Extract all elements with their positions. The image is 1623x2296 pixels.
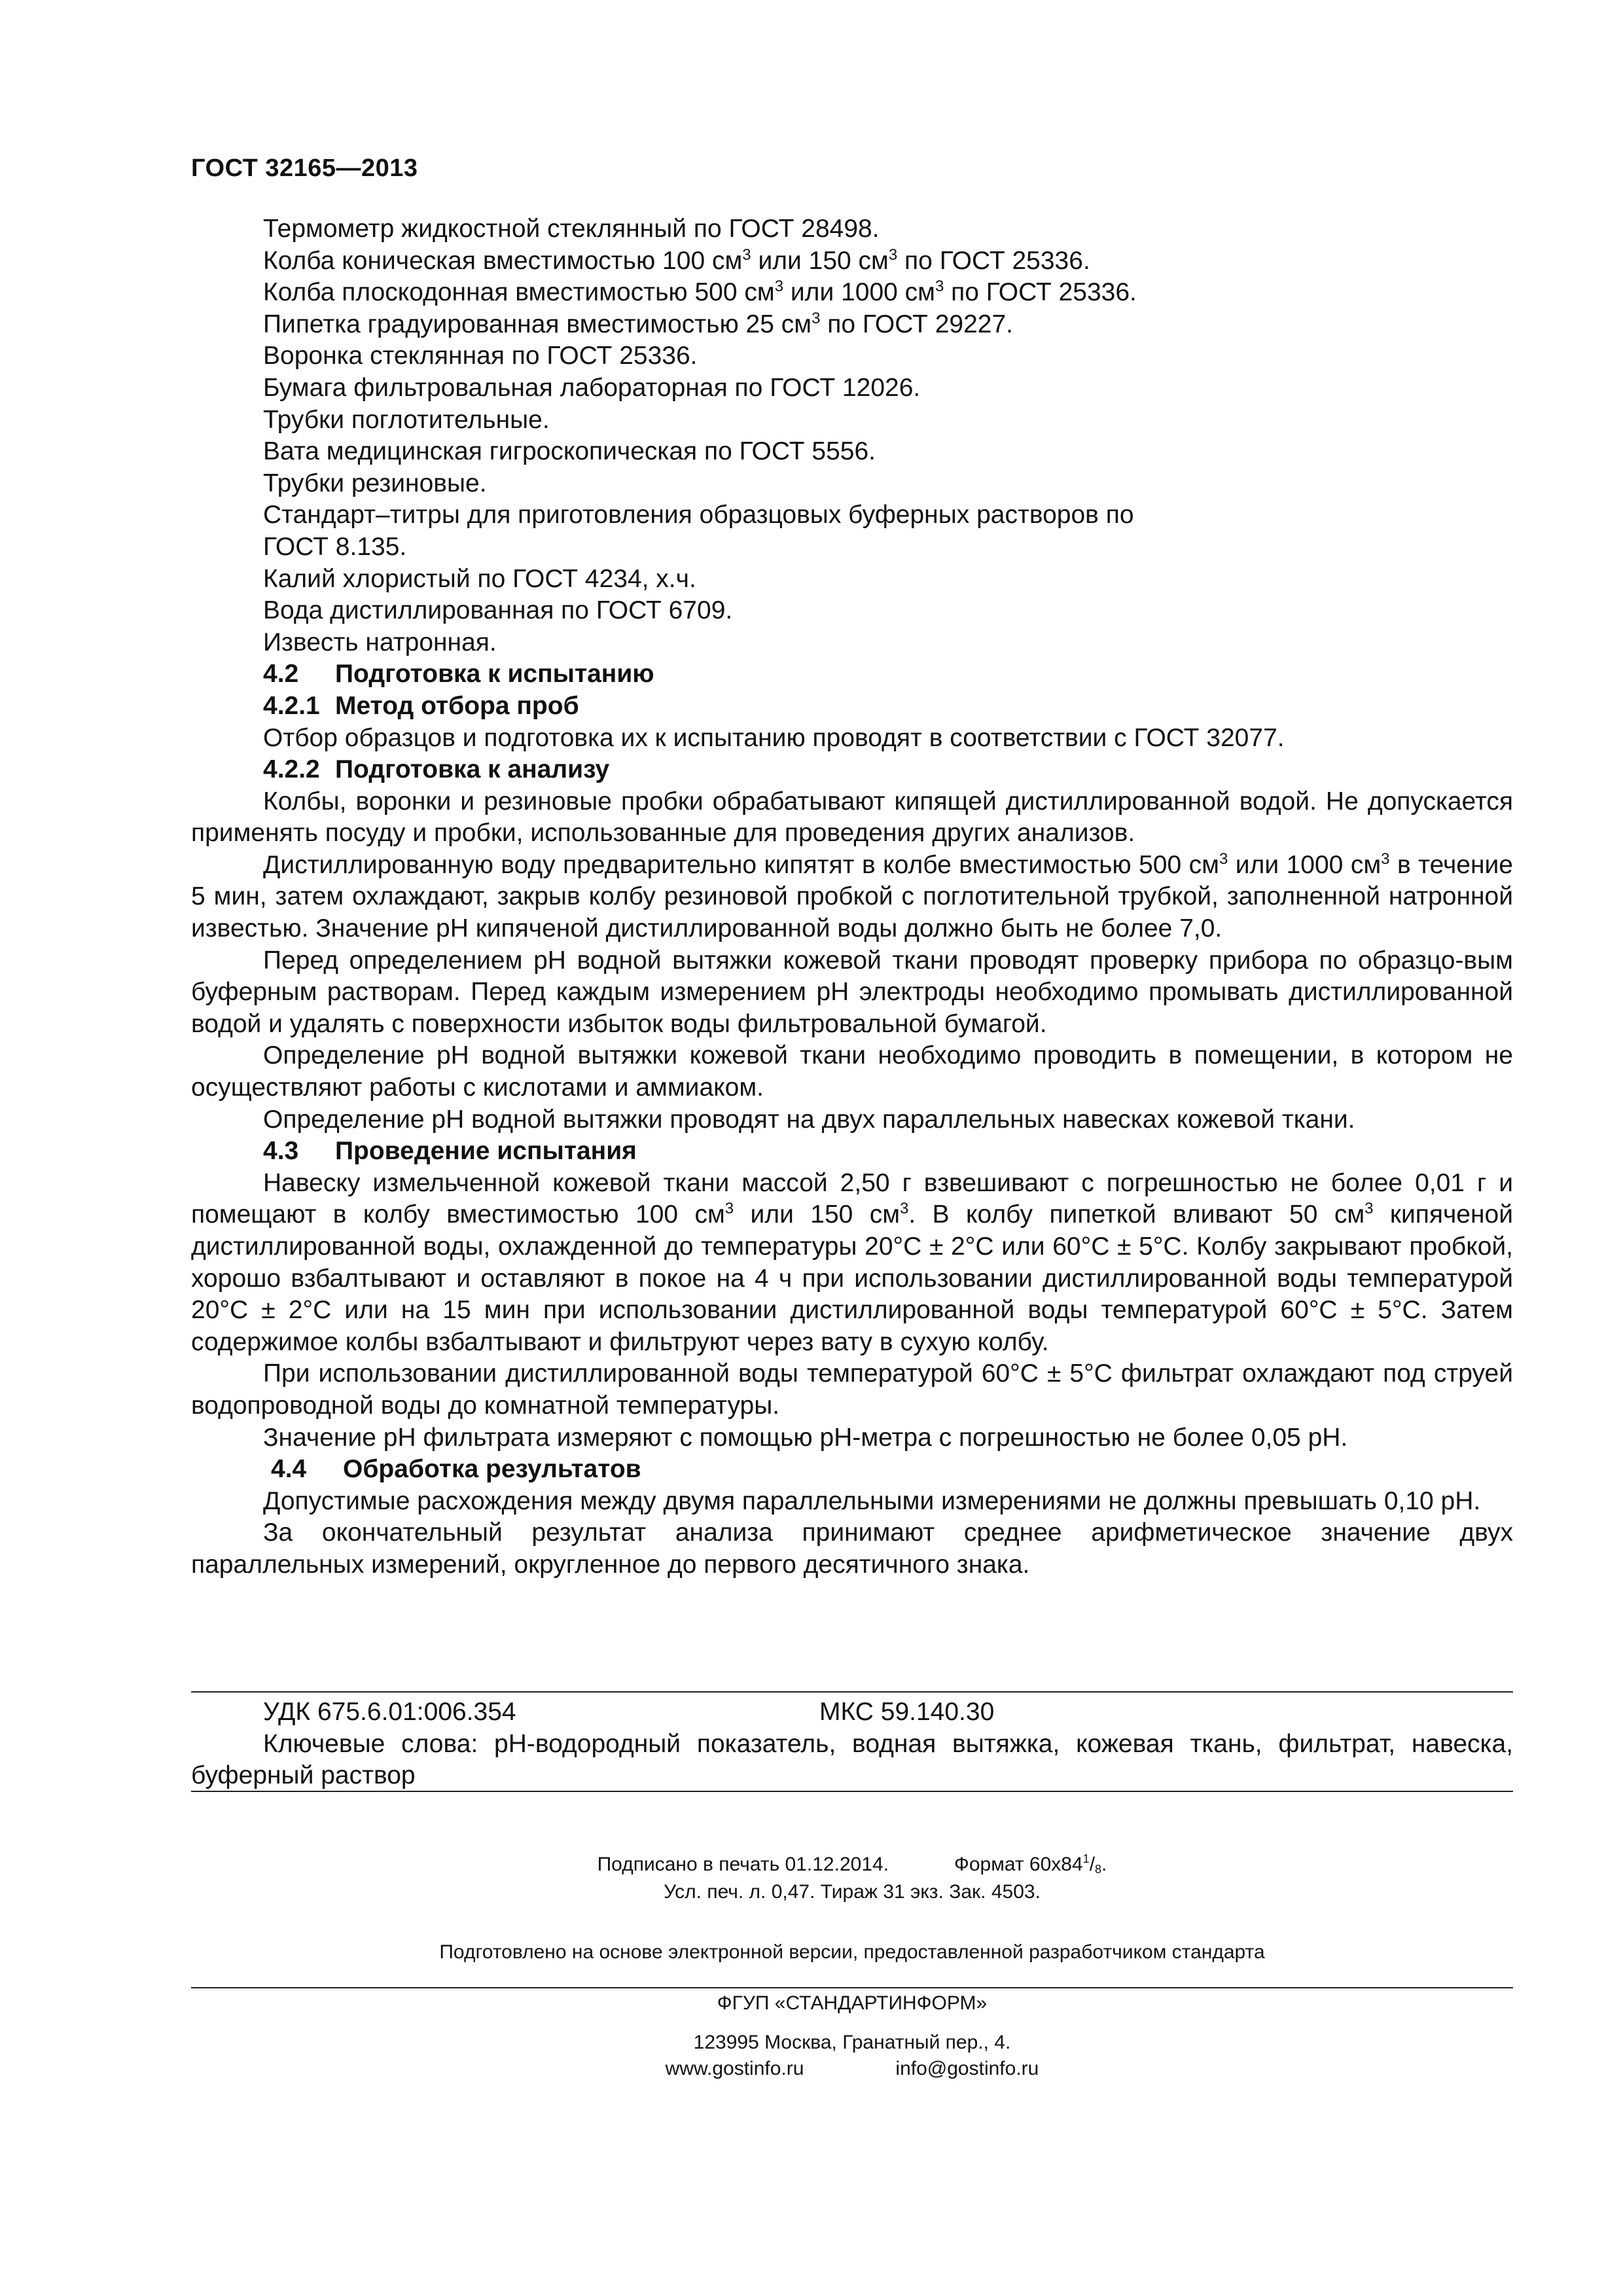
equipment-item: ГОСТ 8.135. <box>263 532 407 561</box>
signed-date: Подписано в печать 01.12.2014. <box>597 1854 889 1875</box>
paper-format: Формат $60х84^1/_8$. <box>954 1852 1107 1876</box>
section-number: 4.4 <box>271 1455 307 1484</box>
equipment-item: Калий хлористый по ГОСТ 4234, х.ч. <box>263 564 696 593</box>
publisher-contacts <box>191 2058 1513 2080</box>
section-heading-4-4 <box>191 1454 1513 1486</box>
equipment-item: Колба плоскодонная вместимостью 500 $см^3$ или 1000 $см^3$ по ГОСТ 25336. <box>263 278 1137 307</box>
section-4-4-body <box>191 1486 1513 1581</box>
equipment-item: Пипетка градуированная вместимостью 25 $см^3$ по ГОСТ 29227. <box>263 309 1014 338</box>
section-heading-4-2-2 <box>191 754 1513 786</box>
paragraph: Отбор образцов и подготовка их к испытанию проводят в соответствии с ГОСТ 32077. <box>263 723 1285 752</box>
equipment-item: Бумага фильтровальная лабораторная по ГОСТ 12026. <box>263 373 921 402</box>
equipment-list <box>191 213 1513 658</box>
paragraph: Колбы, воронки и резиновые пробки обрабатывают кипящей дистиллированной водой. Не допускается применять посуду и пробки, использованные для проведения других анализов. <box>191 787 1513 848</box>
equipment-item: Трубки поглотительные. <box>263 405 550 434</box>
paragraph: Определение pH водной вытяжки проводят на двух параллельных навесках кожевой ткани. <box>263 1105 1355 1134</box>
equipment-item: Известь натронная. <box>263 628 497 656</box>
classification-codes <box>191 1696 1513 1729</box>
divider-bottom <box>191 1791 1513 1792</box>
paragraph: Определение pH водной вытяжки кожевой ткани необходимо проводить в помещении, в котором не осуществляют работы с кислотами и аммиаком. <box>191 1041 1513 1102</box>
udk-code: УДК 675.6.01:006.354 <box>263 1698 516 1726</box>
paragraph: Дистиллированную воду предварительно кипятят в колбе вместимостью 500 $см^3$ или 1000 $см^3$ в течение 5 мин, затем охлаждают, закрыв колбу резиновой пробкой с поглотительной трубкой, заполненной натронной известью. Значение pH кипяченой дистиллированной воды должно быть не более 7,0. <box>191 850 1513 943</box>
publisher-address: 123995 Москва, Гранатный пер., 4. <box>693 2032 1011 2053</box>
section-number: 4.3 <box>263 1137 299 1166</box>
equipment-item: Колба коническая вместимостью 100 $см^3$ или 150 $см^3$ по ГОСТ 25336. <box>263 245 1090 275</box>
section-number: 4.2.1 <box>263 691 320 720</box>
main-content <box>191 213 1513 1581</box>
classification-block <box>191 1696 1513 1792</box>
section-title: Обработка результатов <box>343 1455 641 1484</box>
section-number: 4.2 <box>263 660 299 689</box>
keywords: Ключевые слова: pH-водородный показатель, водная вытяжка, кожевая ткань, фильтрат, навеска, буферный раствор <box>191 1729 1513 1790</box>
section-number: 4.2.2 <box>263 755 320 784</box>
divider-top <box>191 1691 1513 1693</box>
mks-code: МКС 59.140.30 <box>819 1698 995 1726</box>
divider-publisher <box>191 1987 1513 1988</box>
section-title: Проведение испытания <box>335 1137 637 1166</box>
imprint-prepared-note: Подготовлено на основе электронной версии, предоставленной разработчиком стандарта <box>439 1941 1265 1963</box>
section-4-3-body <box>191 1168 1513 1454</box>
equipment-item: Вата медицинская гигроскопическая по ГОСТ 5556. <box>263 437 876 466</box>
equipment-item: Трубки резиновые. <box>263 469 487 497</box>
section-heading-4-2 <box>191 658 1513 691</box>
publisher-name: ФГУП «СТАНДАРТИНФОРМ» <box>717 1992 988 2014</box>
page-header-gost-number: ГОСТ 32165—2013 <box>191 154 418 182</box>
equipment-item: Воронка стеклянная по ГОСТ 25336. <box>263 342 698 370</box>
website-link[interactable]: www.gostinfo.ru <box>665 2058 804 2079</box>
section-title: Подготовка к испытанию <box>335 660 654 689</box>
section-heading-4-3 <box>191 1136 1513 1168</box>
equipment-item: Стандарт–титры для приготовления образцовых буферных растворов по <box>263 501 1134 529</box>
imprint-print-info: Усл. печ. л. 0,47. Тираж 31 экз. Зак. 4503. <box>664 1881 1041 1903</box>
section-4-2-2-body <box>191 786 1513 1136</box>
format-numerator: 1 <box>1082 1852 1090 1865</box>
section-title: Метод отбора проб <box>335 691 579 720</box>
paragraph: Допустимые расхождения между двумя параллельными измерениями не должны превышать 0,10 pH. <box>263 1486 1481 1515</box>
format-suffix: . <box>1101 1854 1107 1875</box>
email-link[interactable]: info@gostinfo.ru <box>895 2058 1039 2079</box>
paragraph: За окончательный результат анализа принимают среднее арифметическое значение двух параллельных измерений, округленное до первого десятичного знака. <box>191 1518 1513 1579</box>
paragraph: Перед определением pH водной вытяжки кожевой ткани проводят проверку прибора по образцо-вым буферным растворам. Перед каждым измерением pH электроды необходимо промывать дистиллированной водой и удалять с поверхности избыток воды фильтровальной бумагой. <box>191 946 1513 1038</box>
paragraph: При использовании дистиллированной воды температурой 60°С ± 5°С фильтрат охлаждают под струей водопроводной воды до комнатной температуры. <box>191 1359 1513 1420</box>
format-label: Формат 60х84 <box>954 1854 1083 1875</box>
paragraph: Навеску измельченной кожевой ткани массой 2,50 г взвешивают с погрешностью не более 0,01 г и помещают в колбу вместимостью 100 $см^3$ или 150 $см^3$. В колбу пипеткой вливают 50 $см^3$ кипяченой дистиллированной воды, охлажденной до температуры 20°С ± 2°С или 60°С ± 5°С. Колбу закрывают пробкой, хорошо взбалтывают и оставляют в покое на 4 ч при использовании дистиллированной воды температурой 20°С ± 2°С или на 15 мин при использовании дистиллированной воды температурой 60°С ± 5°С. Затем содержимое колбы взбалтывают и фильтруют через вату в сухую колбу. <box>191 1168 1513 1356</box>
equipment-item: Термометр жидкостной стеклянный по ГОСТ 28498. <box>263 215 880 243</box>
paragraph: Значение pH фильтрата измеряют с помощью pH-метра с погрешностью не более 0,05 pH. <box>263 1423 1348 1452</box>
imprint-signed-line <box>191 1854 1513 1876</box>
format-denominator: 8 <box>1095 1863 1102 1876</box>
equipment-item: Вода дистиллированная по ГОСТ 6709. <box>263 596 733 625</box>
section-heading-4-2-1 <box>191 691 1513 723</box>
section-title: Подготовка к анализу <box>335 755 610 784</box>
